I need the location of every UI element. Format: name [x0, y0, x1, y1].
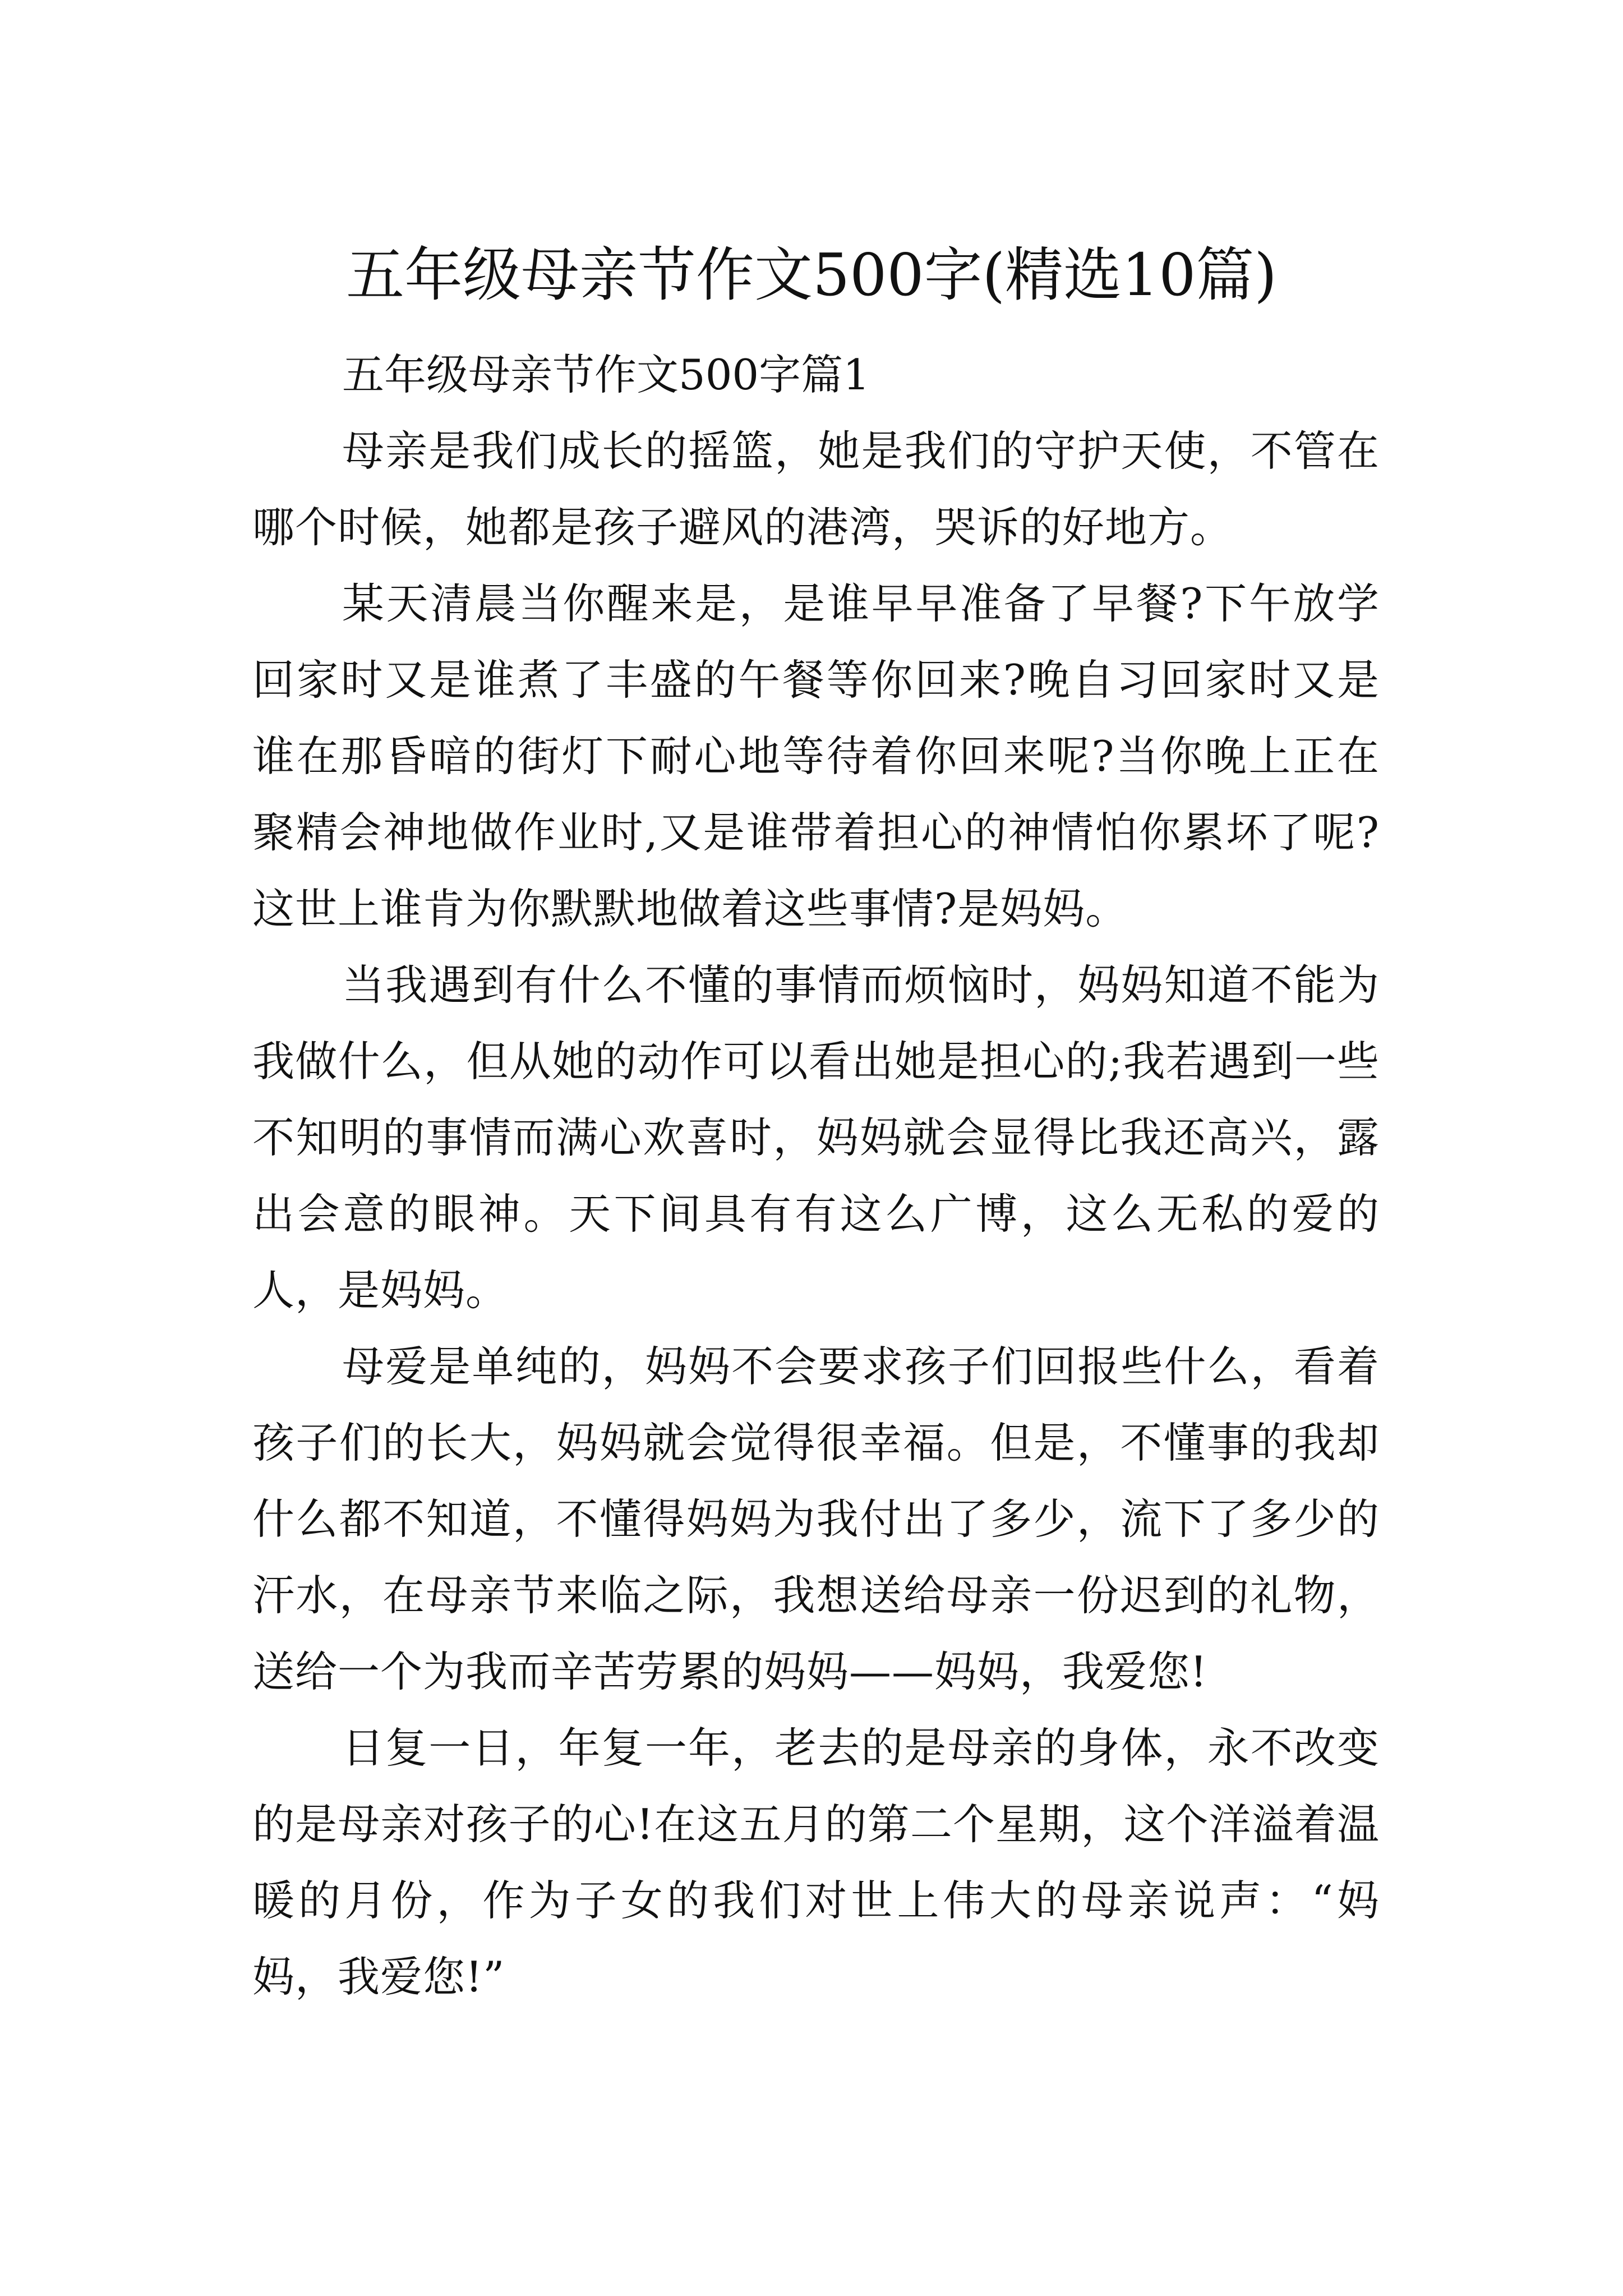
paragraph: 当我遇到有什么不懂的事情而烦恼时，妈妈知道不能为我做什么，但从她的动作可以看出她是担心的;我若遇到一些不知明的事情而满心欢喜时，妈妈就会显得比我还高兴，露出会意的眼神。天下间具有有这么广博，这么无私的爱的人，是妈妈。 — [252, 960, 1380, 1315]
paragraph: 母爱是单纯的，妈妈不会要求孩子们回报些什么，看着孩子们的长大，妈妈就会觉得很幸福。但是，不懂事的我却什么都不知道，不懂得妈妈为我付出了多少，流下了多少的汗水，在母亲节来临之际，我想送给母亲一份迟到的礼物，送给一个为我而辛苦劳累的妈妈——妈妈，我爱您! — [252, 1342, 1380, 1696]
section-heading: 五年级母亲节作文500字篇1 — [342, 350, 870, 399]
document-body — [252, 337, 1380, 2015]
paragraph: 某天清晨当你醒来是，是谁早早准备了早餐?下午放学回家时又是谁煮了丰盛的午餐等你回来?晚自习回家时又是谁在那昏暗的街灯下耐心地等待着你回来呢?当你晚上正在聚精会神地做作业时,又是谁带着担心的神情怕你累坏了呢?这世上谁肯为你默默地做着这些事情?是妈妈。 — [252, 579, 1380, 933]
paragraph: 母亲是我们成长的摇篮，她是我们的守护天使，不管在哪个时候，她都是孩子避风的港湾，哭诉的好地方。 — [252, 426, 1380, 552]
paragraph: 日复一日，年复一年，老去的是母亲的身体，永不改变的是母亲对孩子的心!在这五月的第二个星期，这个洋溢着温暖的月份，作为子女的我们对世上伟大的母亲说声：“妈妈，我爱您!” — [252, 1723, 1380, 2001]
document-title: 五年级母亲节作文500字(精选10篇) — [346, 240, 1277, 309]
